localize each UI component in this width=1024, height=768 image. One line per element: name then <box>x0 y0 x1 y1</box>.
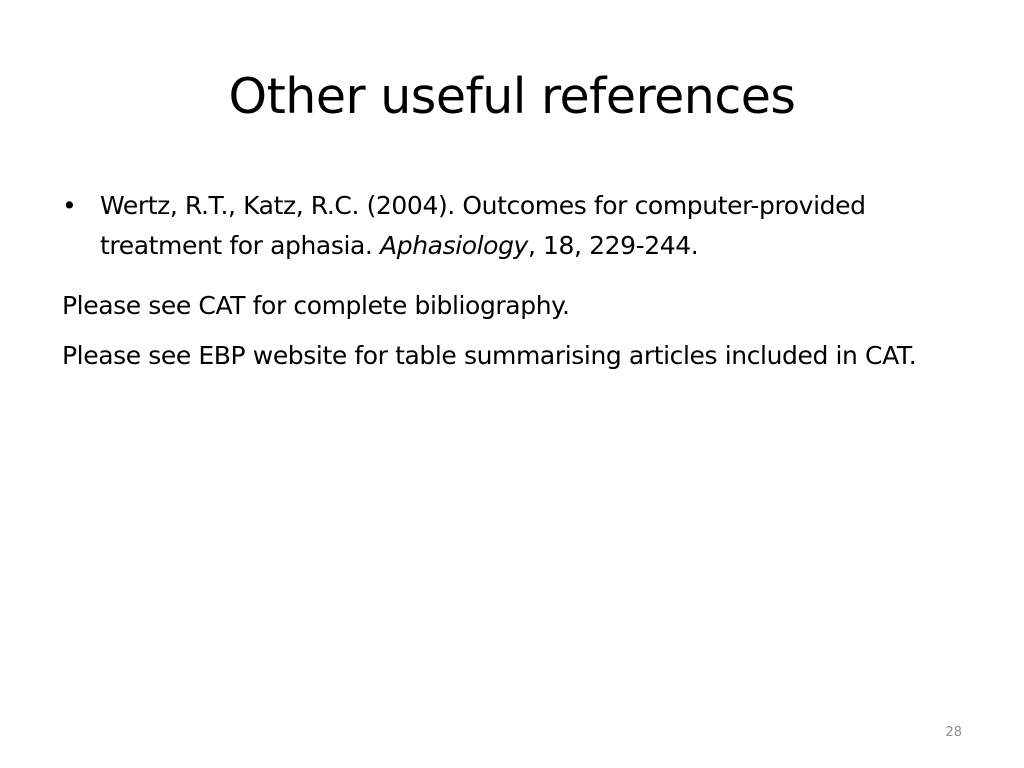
reference-authors-title: Wertz, R.T., Katz, R.C. (2004). Outcomes for computer-provided treatment for aphasia. <box>100 191 866 260</box>
slide-body <box>62 186 972 386</box>
bibliography-note: Please see CAT for complete bibliography. <box>62 291 570 320</box>
ebp-website-note: Please see EBP website for table summarising articles included in CAT. <box>62 341 917 370</box>
reference-bullet-item <box>62 186 972 266</box>
slide-title: Other useful references <box>228 68 796 125</box>
reference-journal: Aphasiology <box>380 231 528 260</box>
bullet-icon: • <box>62 191 77 220</box>
slide-number: 28 <box>945 725 962 740</box>
reference-volume-pages: , 18, 229-244. <box>527 231 699 260</box>
